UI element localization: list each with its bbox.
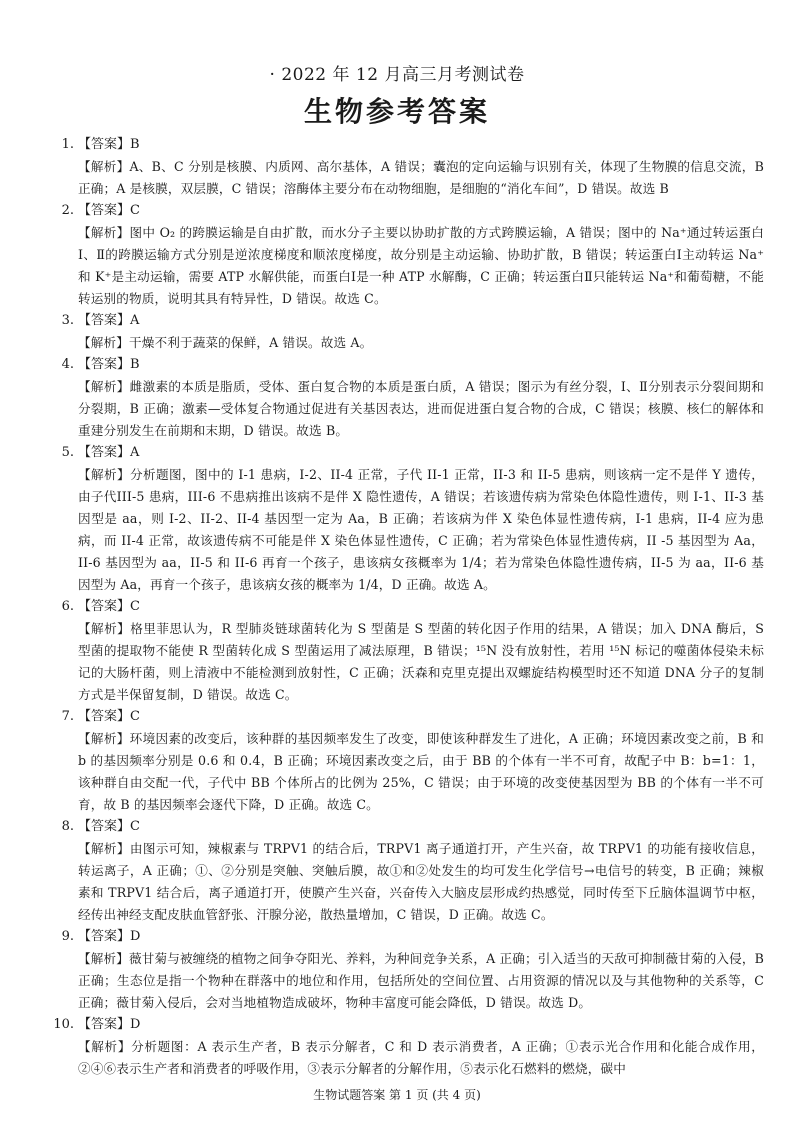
answer-item: [26, 596, 764, 706]
answer-header: [26, 596, 764, 618]
answer-header: [26, 354, 764, 376]
answer-header: [26, 926, 764, 948]
answer-list: [26, 134, 764, 1080]
question-number: 7.: [61, 709, 74, 724]
answer-explanation: 【解析】A、B、C 分别是核膜、内质网、高尔基体，A 错误；囊泡的定向运输与识别有关，体现了生物膜的信息交流，B 正确；A 是核膜，双层膜，C 错误；溶酶体主要分布在动物细胞，是细胞的“消化车间”，D 错误。故选 B: [78, 159, 764, 196]
answer-item: [26, 1014, 764, 1080]
answer-key: 【答案】C: [78, 709, 140, 724]
page-footer: 生物试题答案 第 1 页 (共 4 页): [313, 1088, 481, 1102]
answer-key: 【答案】B: [78, 357, 140, 372]
answer-header: [26, 442, 764, 464]
answer-explanation: 【解析】环境因素的改变后，该种群的基因频率发生了改变，即使该种群发生了进化，A 正确；环境因素改变之前，B 和 b 的基因频率分别是 0.6 和 0.4，B 正确；环境因素改变之后，由于 BB 的个体有一半不可育，故配子中 B：b=1：1，该种群自由交配一代，子代中 BB 个体所占的比例为 25%，C 错误；由于环境的改变使基因型为 BB 的个体有一半不可育，故 B 的基因频率会逐代下降，D 正确。故选 C。: [78, 731, 764, 812]
answer-key: 【答案】D: [78, 929, 141, 944]
question-number: 8.: [61, 819, 74, 834]
answer-explanation: 【解析】薇甘菊与被缠绕的植物之间争夺阳光、养料，为种间竞争关系，A 正确；引入适当的天敌可抑制薇甘菊的入侵，B 正确；生态位是指一个物种在群落中的地位和作用，包括所处的空间位置、占用资源的情况以及与其他物种的关系等，C 正确；薇甘菊入侵后，会对当地植物造成破坏，物种丰富度可能会降低，D 错误。故选 D。: [78, 951, 764, 1010]
answer-key: 【答案】A: [78, 313, 140, 328]
answer-explanation: 【解析】格里菲思认为，R 型肺炎链球菌转化为 S 型菌是 S 型菌的转化因子作用的结果，A 错误；加入 DNA 酶后，S 型菌的提取物不能使 R 型菌转化成 S 型菌运用了减法原理，B 错误；¹⁵N 没有放射性，若用 ¹⁵N 标记的噬菌体侵染未标记的大肠杆菌，则上清液中不能检测到放射性，C 正确；沃森和克里克提出双螺旋结构模型时还不知道 DNA 分子的复制方式是半保留复制，D 错误。故选 C。: [78, 621, 764, 702]
question-number: 5.: [61, 445, 74, 460]
answer-explanation: 【解析】雌激素的本质是脂质，受体、蛋白复合物的本质是蛋白质，A 错误；图示为有丝分裂，Ⅰ、Ⅱ分别表示分裂间期和分裂期，B 正确；激素—受体复合物通过促进有关基因表达，进而促进蛋白复合物的合成，C 错误；核膜、核仁的解体和重建分别发生在前期和末期，D 错误。故选 B。: [78, 379, 764, 438]
answer-header: [26, 816, 764, 838]
question-number: 10.: [53, 1017, 74, 1032]
answer-header: [26, 200, 764, 222]
question-number: 9.: [61, 929, 74, 944]
answer-key: 【答案】C: [78, 819, 140, 834]
answer-explanation: 【解析】分析题图，图中的 I-1 患病，I-2、II-4 正常，子代 II-1 正常，II-3 和 II-5 患病，则该病一定不是伴 Y 遗传，由子代III-5 患病，III-6 不患病推出该病不是伴 X 隐性遗传，A 错误；若该遗传病为常染色体隐性遗传，则 I-1、II-3 基因型是 aa，则 I-2、II-2、II-4 基因型一定为 Aa，B 正确；若该病为伴 X 染色体显性遗传病，I-1 患病，II-4 应为患病，而 II-4 正常，故该遗传病不可能是伴 X 染色体显性遗传，C 正确；若为常染色体显性遗传病，II -5 基因型为 Aa，II-6 基因型为 aa，II-5 和 II-6 再育一个孩子，患该病女孩概率为 1/4；若为常染色体隐性遗传病，II-5 为 aa，II-6 基因型为 Aa，再育一个孩子，患该病女孩的概率为 1/4，D 正确。故选 A。: [78, 467, 764, 592]
answer-key: 【答案】D: [78, 1017, 141, 1032]
answer-explanation: 【解析】图中 O₂ 的跨膜运输是自由扩散，而水分子主要以协助扩散的方式跨膜运输，A 错误；图中的 Na⁺通过转运蛋白Ⅰ、Ⅱ的跨膜运输方式分别是逆浓度梯度和顺浓度梯度，故分别是主动运输、协助扩散，B 错误；转运蛋白Ⅰ主动转运 Na⁺和 K⁺是主动运输，需要 ATP 水解供能，而蛋白Ⅰ是一种 ATP 水解酶，C 正确；转运蛋白Ⅱ只能转运 Na⁺和葡萄糖，不能转运别的物质，说明其具有特异性，D 错误。故选 C。: [78, 225, 764, 306]
exam-subtitle: · 2022 年 12 月高三月考测试卷: [269, 65, 525, 85]
answer-item: [26, 200, 764, 310]
question-number: 4.: [61, 357, 74, 372]
question-number: 6.: [61, 599, 74, 614]
answer-header: [26, 310, 764, 332]
answer-item: [26, 134, 764, 200]
page-title: 生物参考答案: [303, 95, 490, 128]
answer-key: 【答案】C: [78, 599, 140, 614]
answer-key: 【答案】C: [78, 203, 140, 218]
answer-item: [26, 310, 764, 354]
answer-item: [26, 816, 764, 926]
answer-item: [26, 926, 764, 1014]
answer-key: 【答案】A: [78, 445, 140, 460]
answer-header: [26, 1014, 764, 1036]
answer-item: [26, 354, 764, 442]
answer-item: [26, 706, 764, 816]
answer-explanation: 【解析】干燥不利于蔬菜的保鲜，A 错误。故选 A。: [78, 335, 373, 350]
answer-key: 【答案】B: [78, 137, 140, 152]
answer-explanation: 【解析】由图示可知，辣椒素与 TRPV1 的结合后，TRPV1 离子通道打开，产生兴奋，故 TRPV1 的功能有接收信息，转运离子，A 正确；①、②分别是突触、突触后膜，故①和②处发生的均可发生化学信号→电信号的转变，B 正确；辣椒素和 TRPV1 结合后，离子通道打开，使膜产生兴奋，兴奋传入大脑皮层形成约热感觉，同时传至下丘脑体温调节中枢，经传出神经支配皮肤血管舒张、汗腺分泌，散热量增加，C 错误，D 正确。故选 C。: [78, 841, 764, 922]
answer-header: [26, 134, 764, 156]
question-number: 1.: [61, 137, 74, 152]
question-number: 3.: [61, 313, 74, 328]
question-number: 2.: [61, 203, 74, 218]
answer-item: [26, 442, 764, 596]
answer-explanation: 【解析】分析题图：A 表示生产者，B 表示分解者，C 和 D 表示消费者，A 正确；①表示光合作用和化能合成作用，②④⑥表示生产者和消费者的呼吸作用，③表示分解者的分解作用，⑤表示化石燃料的燃烧，碳中: [78, 1039, 764, 1076]
answer-header: [26, 706, 764, 728]
